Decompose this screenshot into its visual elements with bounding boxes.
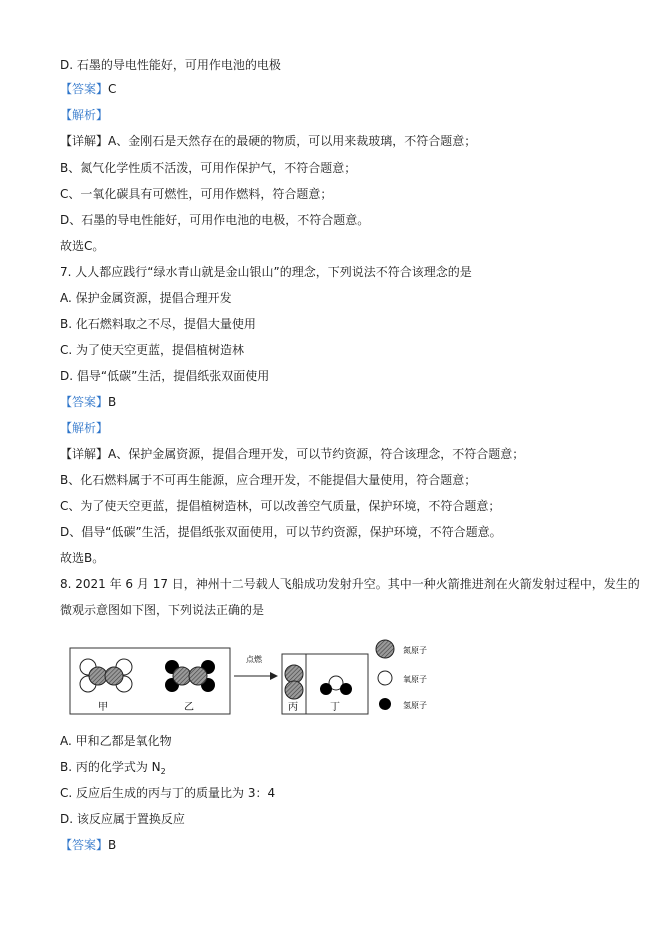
legend-oxygen-label: 氧原子	[403, 675, 427, 684]
label-jia: 甲	[98, 702, 108, 713]
answer-tag: 【答案】	[60, 395, 109, 409]
detail-text: A、金刚石是天然存在的最硬的物质，可以用来裁玻璃，不符合题意；	[108, 134, 477, 148]
q6-detail-b: B、氮气化学性质不活泼，可用作保护气，不符合题意；	[60, 161, 357, 175]
q8-option-d: D. 该反应属于置换反应	[60, 812, 185, 826]
answer-value: B	[108, 838, 117, 852]
answer-value: C	[108, 82, 117, 96]
q7-answer	[60, 394, 116, 410]
q6-answer	[60, 81, 116, 97]
label-bing: 丙	[288, 702, 298, 713]
q7-option-d: D. 倡导“低碳”生活，提倡纸张双面使用	[60, 369, 270, 383]
answer-tag: 【答案】	[60, 838, 109, 852]
arrow-head	[270, 672, 278, 680]
legend-hydrogen-symbol	[379, 698, 391, 710]
q7-analysis-tag: 【解析】	[60, 421, 109, 435]
q6-option-d: D. 石墨的导电性能好，可用作电池的电极	[60, 58, 281, 72]
q7-detail-b: B、化石燃料属于不可再生能源，应合理开发，不能提倡大量使用，符合题意；	[60, 473, 477, 487]
q7-conclusion: 故选B。	[60, 551, 105, 565]
q7-detail-d: D、倡导“低碳”生活，提倡纸张双面使用，可以节约资源，保护环境，不符合题意。	[60, 525, 502, 539]
detail-text: A、保护金属资源，提倡合理开发，可以节约资源，符合该理念，不符合题意；	[108, 447, 525, 461]
reaction-micro-diagram	[60, 638, 470, 720]
arrow-label: 点燃	[246, 655, 262, 664]
option-b-subscript: 2	[160, 767, 166, 776]
label-yi: 乙	[184, 702, 194, 713]
legend-hydrogen-label: 氢原子	[403, 701, 427, 710]
q6-conclusion: 故选C。	[60, 239, 105, 253]
option-b-text: B. 丙的化学式为 N	[60, 760, 161, 774]
legend-oxygen-symbol	[378, 671, 392, 685]
q8-stem-line1: 8. 2021 年 6 月 17 日，神州十二号载人飞船成功发射升空。其中一种火箭推进剂在火箭发射过程中，发生的	[60, 577, 640, 591]
q8-option-b	[60, 759, 166, 780]
q7-stem: 7. 人人都应践行“绿水青山就是金山银山”的理念，下列说法不符合该理念的是	[60, 265, 472, 279]
q6-detail-d: D、石墨的导电性能好，可用作电池的电极，不符合题意。	[60, 213, 370, 227]
q8-stem-line2: 微观示意图如下图，下列说法正确的是	[60, 603, 265, 617]
legend-nitrogen-label: 氮原子	[403, 646, 427, 655]
detail-tag: 【详解】	[60, 134, 109, 148]
q8-option-c: C. 反应后生成的丙与丁的质量比为 3：4	[60, 786, 276, 800]
q7-option-b: B. 化石燃料取之不尽，提倡大量使用	[60, 317, 256, 331]
label-ding: 丁	[330, 702, 340, 713]
answer-tag: 【答案】	[60, 82, 109, 96]
detail-tag: 【详解】	[60, 447, 109, 461]
q7-detail-a	[60, 446, 524, 462]
q8-option-a: A. 甲和乙都是氧化物	[60, 734, 172, 748]
q6-detail-c: C、一氧化碳具有可燃性，可用作燃料，符合题意；	[60, 187, 333, 201]
q7-option-c: C. 为了使天空更蓝，提倡植树造林	[60, 343, 245, 357]
q6-detail-a	[60, 133, 476, 149]
q8-answer	[60, 837, 116, 853]
q7-option-a: A. 保护金属资源，提倡合理开发	[60, 291, 232, 305]
q7-detail-c: C、为了使天空更蓝，提倡植树造林，可以改善空气质量，保护环境，不符合题意；	[60, 499, 501, 513]
q6-analysis-tag: 【解析】	[60, 108, 109, 122]
legend-nitrogen-symbol	[376, 640, 394, 658]
answer-value: B	[108, 395, 117, 409]
